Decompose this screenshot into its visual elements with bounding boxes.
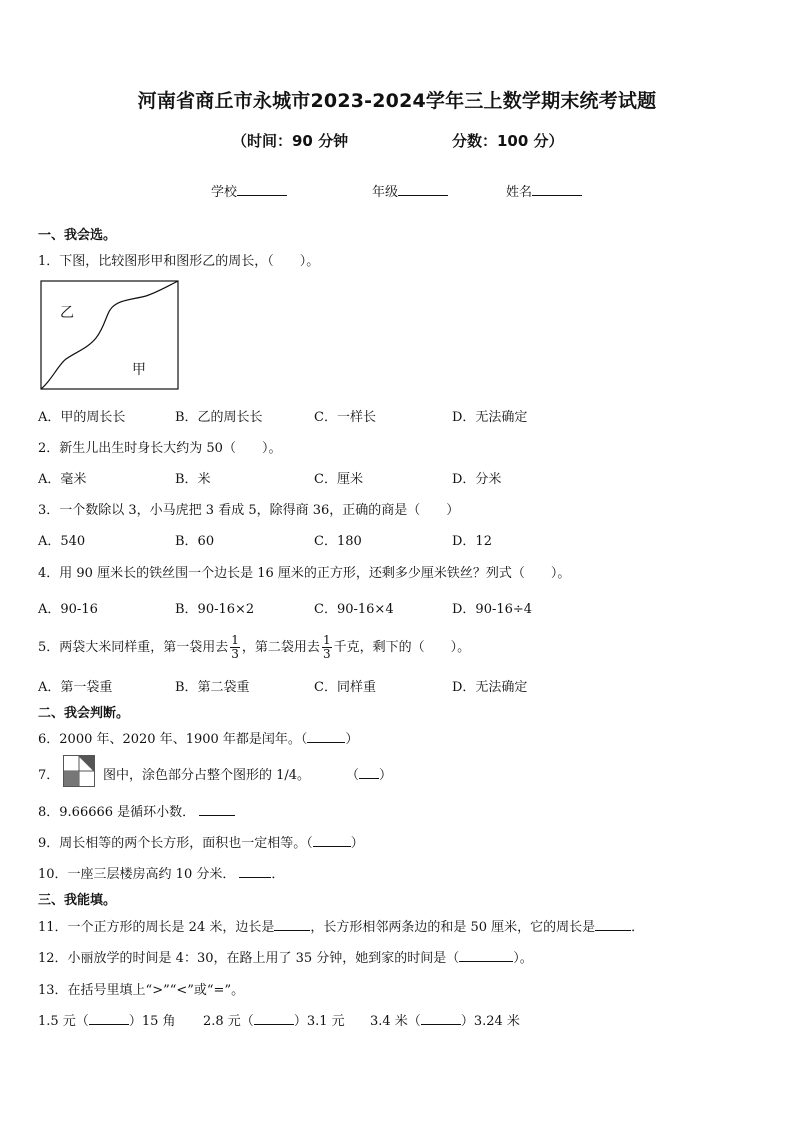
q8-text: 8．9.66666 是循环小数． [38, 805, 196, 820]
q12-text-b: ）。 [513, 951, 533, 966]
question-13: 13．在括号里填上“>”“<”或“=”。 [38, 983, 245, 998]
q11-blank-1[interactable] [274, 918, 310, 931]
question-7-number: 7． [38, 768, 60, 783]
question-8 [38, 801, 235, 820]
q2-option-b[interactable]: B．米 [175, 472, 211, 487]
question-1-figure [40, 280, 180, 392]
q1-option-b[interactable]: B．乙的周长长 [175, 410, 263, 425]
grade-blank[interactable] [398, 183, 448, 196]
question-9 [38, 832, 364, 851]
school-label: 学校 [211, 185, 238, 200]
figure-label-yi: 乙 [60, 305, 74, 321]
q6-answer-blank[interactable] [307, 730, 345, 743]
q1-option-a[interactable]: A．甲的周长长 [38, 410, 126, 425]
q3-option-c[interactable]: C．180 [314, 534, 362, 549]
compare-3-left: 3.4 米（ [370, 1014, 421, 1029]
q4-option-c[interactable]: C．90-16×4 [314, 602, 394, 617]
q4-option-a[interactable]: A．90-16 [38, 602, 98, 617]
q3-option-b[interactable]: B．60 [175, 534, 215, 549]
q5-fraction-2-den: 3 [322, 647, 331, 661]
q5-option-b[interactable]: B．第二袋重 [175, 680, 250, 695]
q11-text-b: ，长方形相邻两条边的和是 50 厘米，它的周长是 [310, 920, 596, 935]
q3-option-d[interactable]: D．12 [452, 534, 492, 549]
q5-fraction-2-num: 1 [322, 633, 331, 647]
q10-text: 10．一座三层楼房高约 10 分米． [38, 867, 236, 882]
compare-item-2 [203, 1010, 345, 1029]
exam-title: 河南省商丘市永城市2023-2024学年三上数学期末统考试题 [137, 90, 657, 112]
section-1-heading: 一、我会选。 [38, 228, 117, 243]
name-field [506, 181, 582, 200]
q9-end: ） [350, 836, 364, 851]
q4-option-b[interactable]: B．90-16×2 [175, 602, 255, 617]
compare-2-blank[interactable] [254, 1012, 294, 1025]
q12-text-a: 12．小丽放学的时间是 4：30，在路上用了 35 分钟，她到家的时间是（ [38, 951, 460, 966]
q6-text: 6．2000 年、2020 年、1900 年都是闰年。（ [38, 732, 308, 747]
q11-text-a: 11．一个正方形的周长是 24 米，边长是 [38, 920, 275, 935]
question-1: 1．下图，比较图形甲和图形乙的周长，（ ）。 [38, 254, 320, 269]
exam-score: 分数：100 分） [452, 132, 564, 150]
exam-time: （时间：90 分钟 [232, 132, 349, 150]
q5-text-c: 千克，剩下的（ ）。 [333, 640, 471, 655]
compare-item-1 [38, 1010, 176, 1029]
question-3: 3．一个数除以 3，小马虎把 3 看成 5，除得商 36，正确的商是（ ） [38, 503, 460, 518]
q10-end: ． [271, 867, 285, 882]
school-field [211, 181, 287, 200]
grade-field [372, 181, 448, 200]
q12-answer-blank[interactable] [459, 949, 513, 962]
q2-option-d[interactable]: D．分米 [452, 472, 502, 487]
name-blank[interactable] [532, 183, 582, 196]
question-5 [38, 628, 470, 668]
q9-text: 9．周长相等的两个长方形，面积也一定相等。（ [38, 836, 313, 851]
question-11 [38, 916, 644, 935]
q4-option-d[interactable]: D．90-16÷4 [452, 602, 533, 617]
q7-paren-close: ） [379, 768, 393, 783]
question-7-text: 图中，涂色部分占整个图形的 1/4。 [103, 768, 311, 783]
compare-1-left: 1.5 元（ [38, 1014, 89, 1029]
section-3-heading: 三、我能填。 [38, 893, 117, 908]
q2-option-c[interactable]: C．厘米 [314, 472, 363, 487]
compare-2-right: ）3.1 元 [293, 1014, 345, 1029]
figure-label-jia: 甲 [132, 362, 146, 378]
q5-text-b: ，第二袋用去 [241, 640, 320, 655]
section-2-heading: 二、我会判断。 [38, 706, 130, 721]
compare-3-right: ）3.24 米 [460, 1014, 520, 1029]
q7-answer-blank[interactable] [359, 766, 379, 779]
q11-text-c: ． [631, 920, 645, 935]
compare-1-blank[interactable] [89, 1012, 129, 1025]
q5-text-a: 5．两袋大米同样重，第一袋用去 [38, 640, 229, 655]
q9-answer-blank[interactable] [313, 834, 351, 847]
grade-label: 年级 [372, 185, 399, 200]
question-6 [38, 728, 358, 747]
q8-answer-blank[interactable] [199, 803, 235, 816]
compare-3-blank[interactable] [421, 1012, 461, 1025]
question-7-answer [346, 764, 392, 783]
compare-item-3 [370, 1010, 520, 1029]
question-4: 4．用 90 厘米长的铁丝围一个边长是 16 厘米的正方形，还剩多少厘米铁丝？列式（ ）。 [38, 566, 571, 581]
q11-blank-2[interactable] [595, 918, 631, 931]
question-7-figure [63, 755, 95, 787]
question-2: 2．新生儿出生时身长大约为 50（ ）。 [38, 441, 282, 456]
q7-paren-open: （ [346, 768, 360, 783]
q5-fraction-1-num: 1 [231, 633, 239, 647]
q5-fraction-2 [322, 634, 332, 661]
q3-option-a[interactable]: A．540 [38, 534, 86, 549]
q10-answer-blank[interactable] [239, 865, 271, 878]
q5-option-d[interactable]: D．无法确定 [452, 680, 528, 695]
q2-option-a[interactable]: A．毫米 [38, 472, 87, 487]
q5-option-a[interactable]: A．第一袋重 [38, 680, 113, 695]
q1-option-c[interactable]: C．一样长 [314, 410, 376, 425]
name-label: 姓名 [506, 185, 533, 200]
q5-option-c[interactable]: C．同样重 [314, 680, 376, 695]
compare-2-left: 2.8 元（ [203, 1014, 254, 1029]
question-10 [38, 863, 284, 882]
q6-end: ） [345, 732, 359, 747]
question-12 [38, 947, 533, 966]
compare-1-right: ）15 角 [128, 1014, 176, 1029]
q5-fraction-1-den: 3 [231, 647, 239, 661]
q1-option-d[interactable]: D．无法确定 [452, 410, 528, 425]
school-blank[interactable] [237, 183, 287, 196]
q5-fraction-1 [230, 634, 240, 661]
